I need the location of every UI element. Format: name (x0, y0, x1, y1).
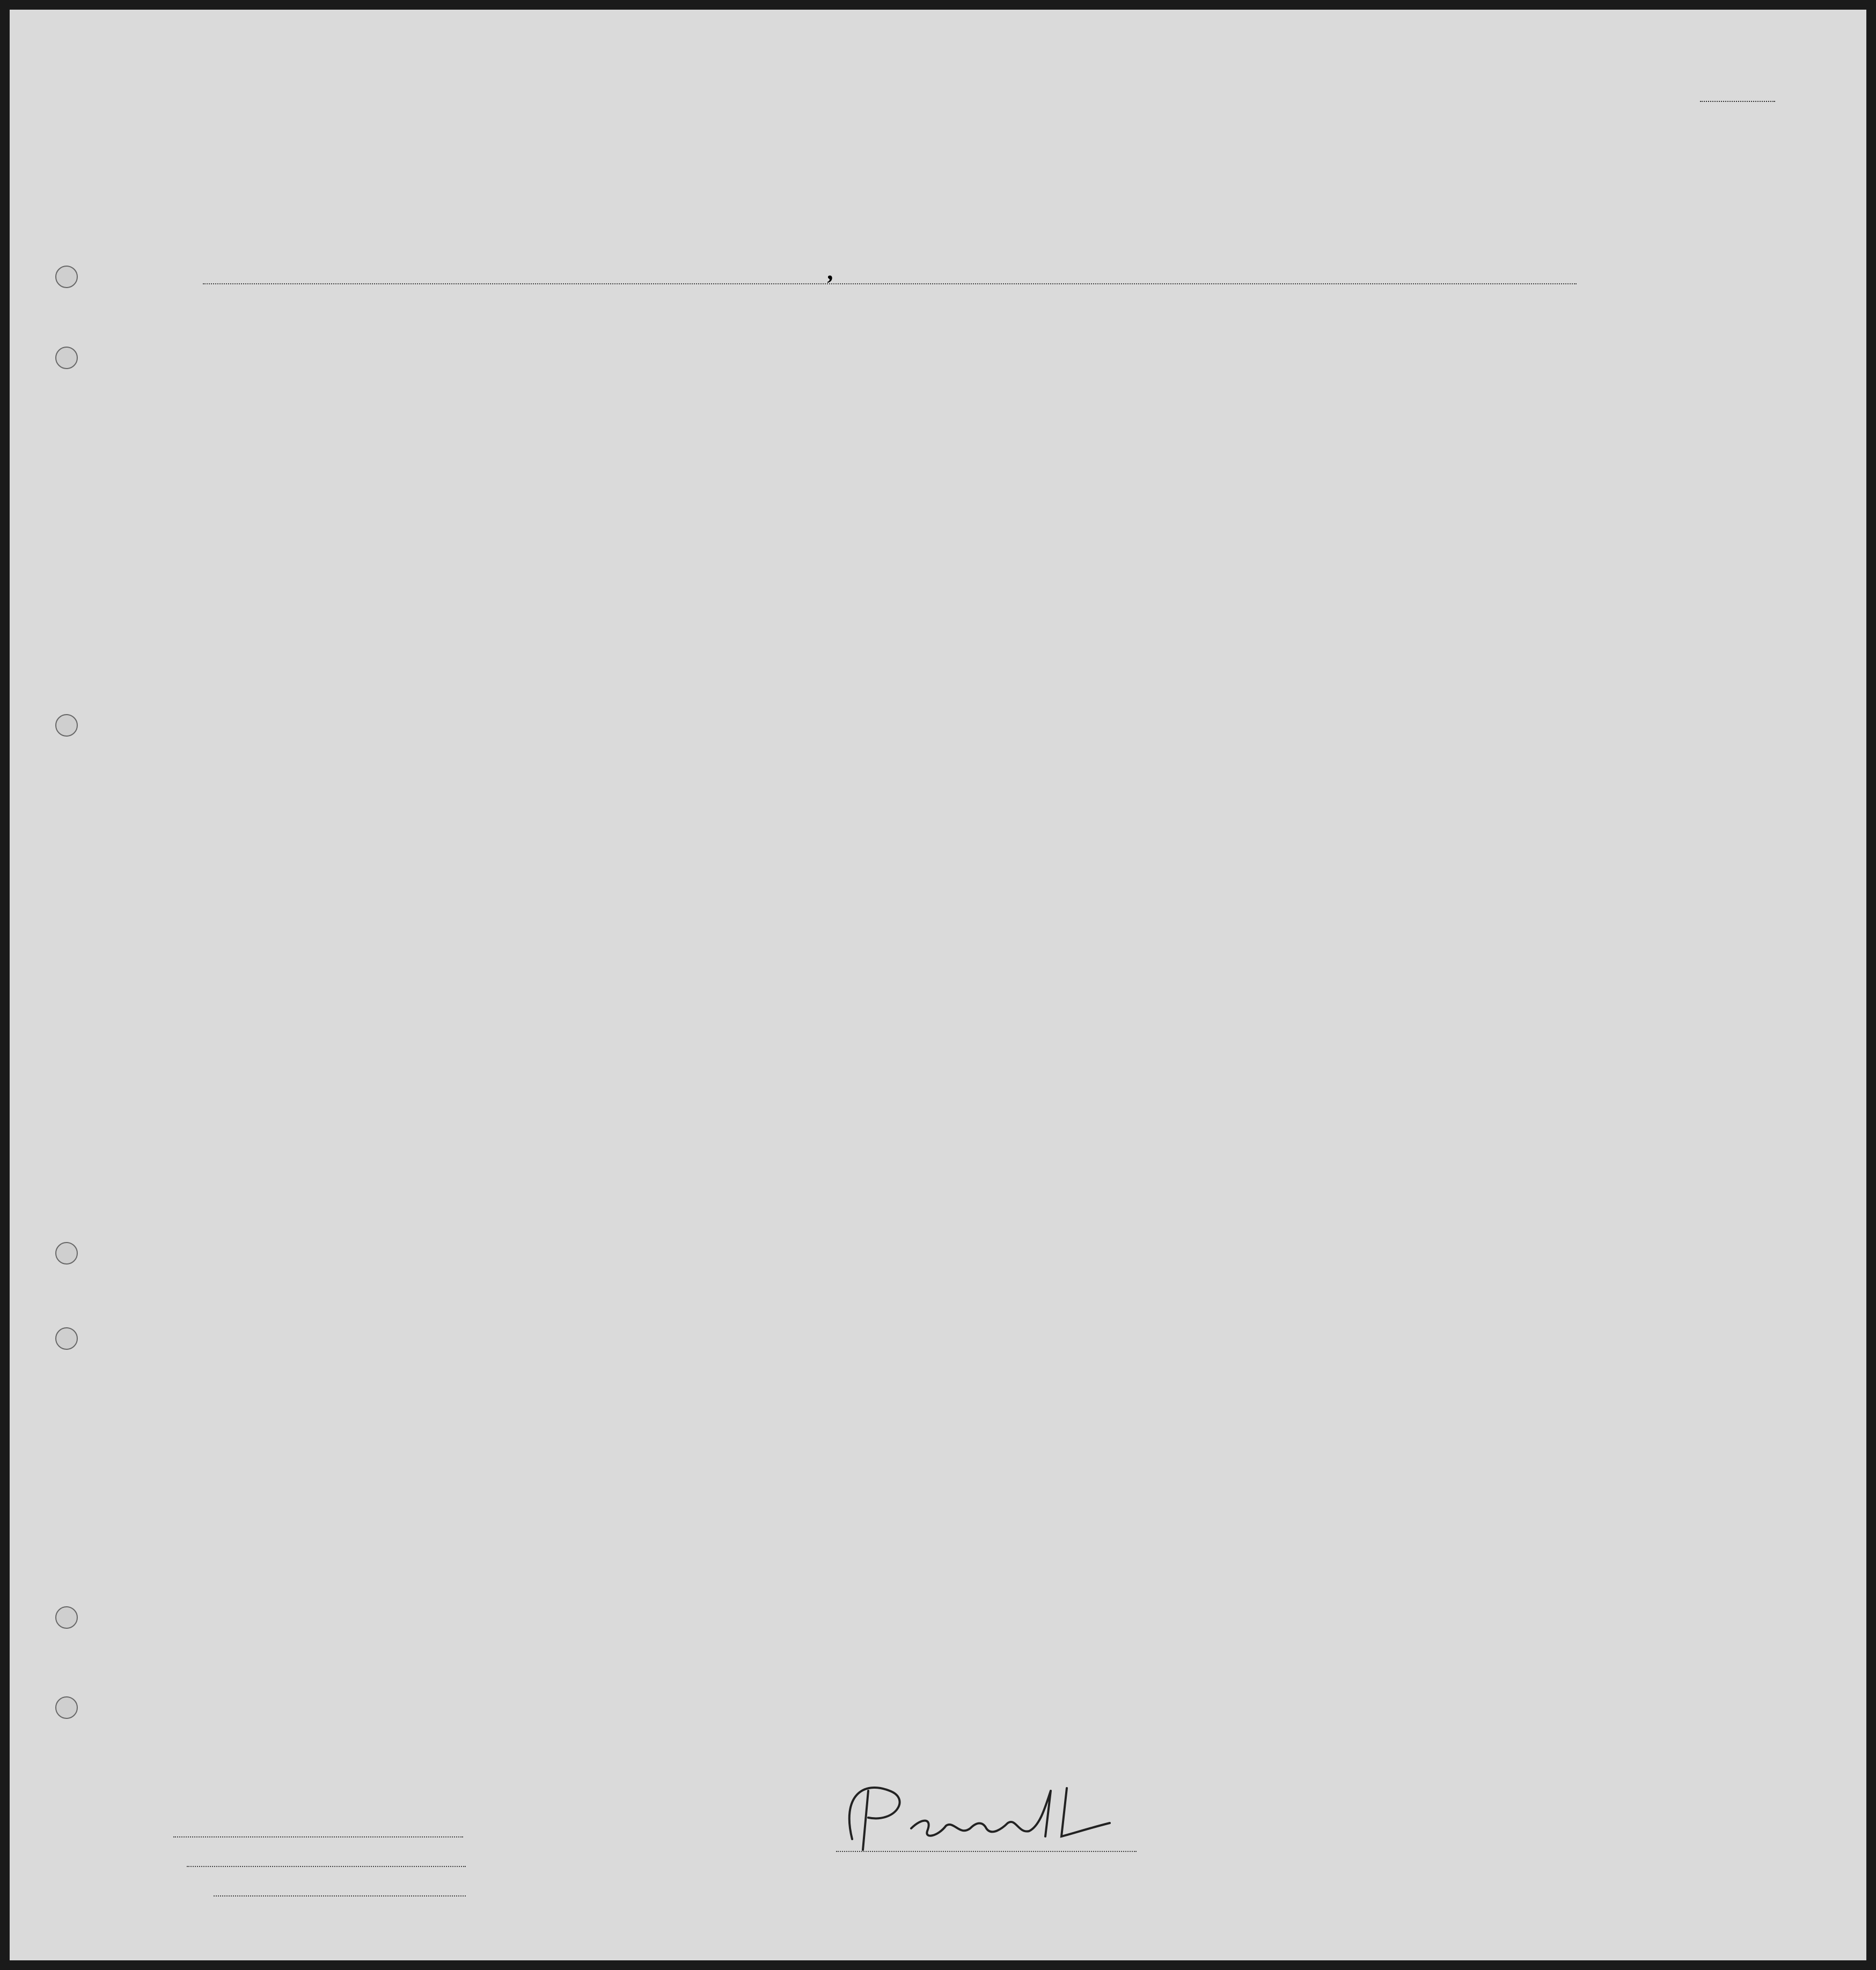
vessel-comma: , (828, 257, 834, 284)
inspector-rule (836, 1851, 1137, 1852)
binder-hole (55, 1327, 78, 1350)
ink-marks (10, 10, 1866, 1960)
binder-hole (55, 1242, 78, 1265)
line-rule (173, 1836, 463, 1837)
agents-rule (214, 1895, 466, 1897)
inspector-signature (831, 1775, 1131, 1861)
binder-hole (55, 1606, 78, 1629)
binder-hole (55, 714, 78, 737)
manifest-page (10, 10, 1866, 1960)
owners-rule (187, 1866, 466, 1867)
binder-hole (55, 266, 78, 288)
binder-hole (55, 347, 78, 369)
binder-hole (55, 1696, 78, 1719)
